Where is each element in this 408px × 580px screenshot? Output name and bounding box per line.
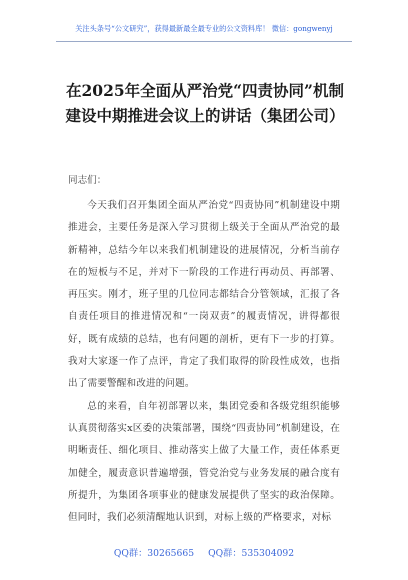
document-body: [68, 195, 340, 529]
footer-contact: [0, 548, 408, 560]
document-title: 在2025年全面从严治党“四责协同”机制建设中期推进会议上的讲话（集团公司）: [65, 81, 345, 125]
footer-qq-group-1: QQ群：30265665: [113, 548, 195, 559]
salutation: 同志们：: [68, 175, 107, 186]
header-banner: 关注头条号“公文研究”，获得最新最全最专业的公文资料库！ 微信：gongwenyj: [75, 24, 333, 33]
header-divider: [56, 41, 352, 42]
body-paragraph: 今天我们召开集团全面从严治党“四责协同”机制建设中期推进会，主要任务是深入学习贯彻上级关于全面从严治党的最新精神，总结今年以来我们机制建设的进展情况，分析当前存在的短板与不足，并对下一阶段的工作进行再动员、再部署、再压实。刚才，班子里的几位同志都结合分管领域，汇报了各自责任项目的推进情况和“一岗双责”的履责情况，讲得都很好，既有成绩的总结，也有问题的剖析，更有下一步的打算。我对大家逐一作了点评，肯定了我们取得的阶段性成效，也指出了需要警醒和改进的问题。: [68, 200, 340, 390]
footer-qq-group-2: QQ群：535304092: [208, 548, 295, 559]
body-paragraph: 总的来看，自年初部署以来，集团党委和各级党组织能够认真贯彻落实x区委的决策部署，围绕“四责协同”机制建设，在明晰责任、细化项目、推动落实上做了大量工作，责任体系更加健全，履责意识普遍增强，管党治党与业务发展的融合度有所提升，为集团各项事业的健康发展提供了坚实的政治保障。但同时，我们必须清醒地认识到，对标上级的严格要求，对标: [68, 400, 340, 524]
